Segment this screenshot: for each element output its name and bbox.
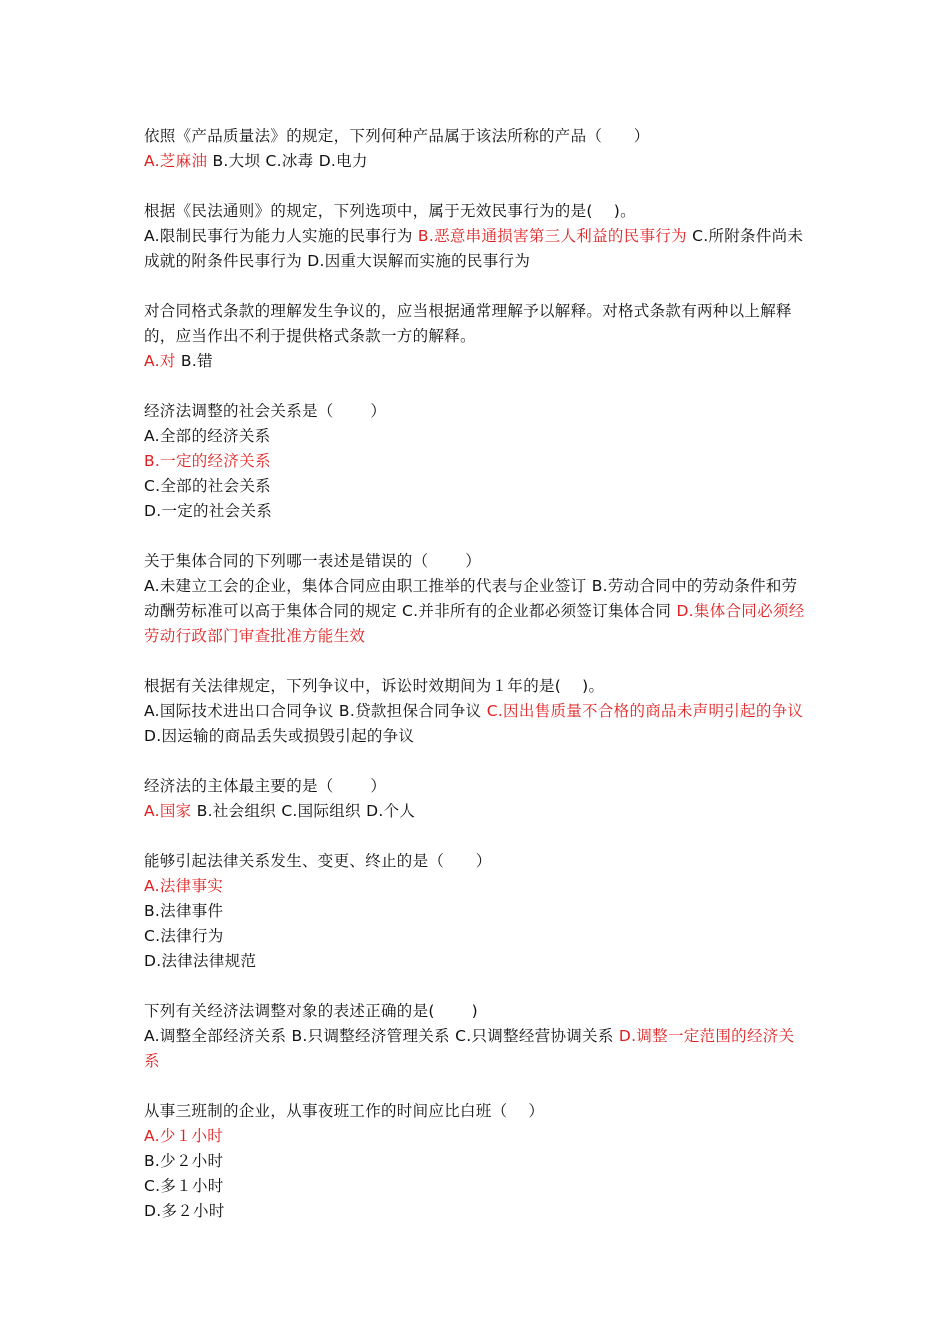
- correct-answer-option: B.一定的经济关系: [144, 452, 271, 470]
- answer-option: B.贷款担保合同争议: [338, 702, 482, 720]
- question-stem: 关于集体合同的下列哪一表述是错误的（ ）: [144, 552, 482, 570]
- answer-option: D.个人: [366, 802, 416, 820]
- question-block: [144, 549, 810, 649]
- correct-answer-option: A.国家: [144, 802, 192, 820]
- question-block: [144, 124, 810, 174]
- answer-option: D.因运输的商品丢失或损毁引起的争议: [144, 727, 415, 745]
- question-block: [144, 674, 810, 749]
- question-block: [144, 774, 810, 824]
- answer-option: A.国际技术进出口合同争议: [144, 702, 334, 720]
- options-line: [144, 699, 810, 749]
- options-line: [144, 574, 810, 649]
- question-stem: 下列有关经济法调整对象的表述正确的是( ): [144, 1002, 478, 1020]
- answer-option: D.一定的社会关系: [144, 502, 273, 520]
- answer-option: B.法律事件: [144, 902, 224, 920]
- answer-option: C.法律行为: [144, 927, 224, 945]
- correct-answer-option: A.芝麻油: [144, 152, 208, 170]
- options-line: [144, 149, 810, 174]
- question-block: [144, 1099, 810, 1224]
- answer-option: D.电力: [318, 152, 368, 170]
- question-block: [144, 399, 810, 524]
- answer-option: B.大坝: [212, 152, 261, 170]
- answer-option: C.国际组织: [281, 802, 361, 820]
- question-stem: 能够引起法律关系发生、变更、终止的是（ ）: [144, 852, 492, 870]
- question-stem: 根据有关法律规定，下列争议中，诉讼时效期间为１年的是( )。: [144, 677, 605, 695]
- answer-option: B.劳动合同中的劳动条件和劳动酬劳标准可以高于集体合同的规定: [144, 577, 798, 620]
- answer-option: D.因重大误解而实施的民事行为: [307, 252, 531, 270]
- question-stem: 经济法调整的社会关系是（ ）: [144, 402, 387, 420]
- answer-option: C.并非所有的企业都必须签订集体合同: [402, 602, 672, 620]
- answer-option: A.未建立工会的企业，集体合同应由职工推举的代表与企业签订: [144, 577, 587, 595]
- question-stem: 从事三班制的企业，从事夜班工作的时间应比白班（ ）: [144, 1102, 545, 1120]
- answer-option: D.多２小时: [144, 1202, 225, 1220]
- correct-answer-option: C.因出售质量不合格的商品未声明引起的争议: [486, 702, 804, 720]
- question-block: [144, 199, 810, 274]
- options-line: [144, 224, 810, 274]
- question-block: [144, 999, 810, 1074]
- answer-option: C.只调整经营协调关系: [455, 1027, 614, 1045]
- correct-answer-option: A.少１小时: [144, 1127, 224, 1145]
- options-line: [144, 799, 810, 824]
- correct-answer-option: D.调整一定范围的经济关系: [144, 1027, 795, 1070]
- options-line: [144, 349, 810, 374]
- answer-option: C.冰毒: [265, 152, 314, 170]
- answer-option: C.所附条件尚未成就的附条件民事行为: [144, 227, 804, 270]
- answer-option: D.法律法律规范: [144, 952, 257, 970]
- answer-option: B.错: [180, 352, 213, 370]
- answer-option: B.只调整经济管理关系: [291, 1027, 450, 1045]
- question-block: [144, 299, 810, 374]
- question-stem: 对合同格式条款的理解发生争议的，应当根据通常理解予以解释。对格式条款有两种以上解释的，应当作出不利于提供格式条款一方的解释。: [144, 302, 792, 345]
- question-block: [144, 849, 810, 974]
- correct-answer-option: A.对: [144, 352, 176, 370]
- answer-option: C.全部的社会关系: [144, 477, 271, 495]
- answer-option: C.多１小时: [144, 1177, 224, 1195]
- answer-option: B.社会组织: [196, 802, 277, 820]
- correct-answer-option: B.恶意串通损害第三人利益的民事行为: [417, 227, 687, 245]
- answer-option: A.全部的经济关系: [144, 427, 271, 445]
- question-stem: 根据《民法通则》的规定，下列选项中，属于无效民事行为的是( )。: [144, 202, 636, 220]
- question-stem: 依照《产品质量法》的规定，下列何种产品属于该法所称的产品（ ）: [144, 127, 650, 145]
- exam-document: [144, 124, 810, 1249]
- answer-option: A.调整全部经济关系: [144, 1027, 287, 1045]
- answer-option: A.限制民事行为能力人实施的民事行为: [144, 227, 413, 245]
- question-stem: 经济法的主体最主要的是（ ）: [144, 777, 387, 795]
- options-line: [144, 1024, 810, 1074]
- correct-answer-option: A.法律事实: [144, 877, 224, 895]
- correct-answer-option: D.集体合同必须经劳动行政部门审查批准方能生效: [144, 602, 805, 645]
- answer-option: B.少２小时: [144, 1152, 224, 1170]
